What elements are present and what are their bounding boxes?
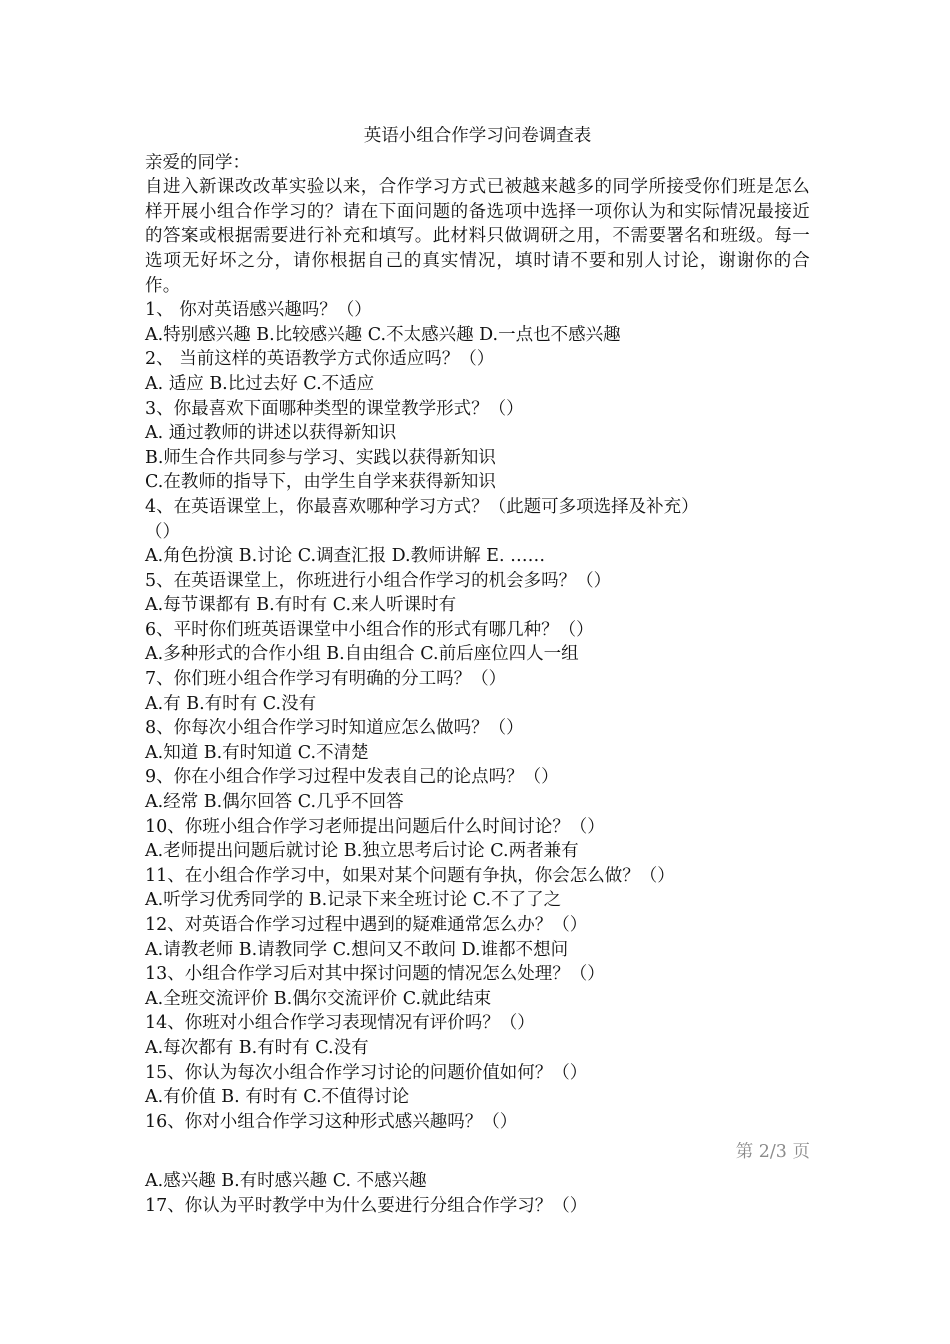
question-line: 4、在英语课堂上，你最喜欢哪种学习方式？（此题可多项选择及补充）	[145, 496, 699, 517]
question-line: A. 通过教师的讲述以获得新知识	[145, 423, 397, 444]
document-page	[145, 124, 810, 1218]
question-line: A.每次都有 B.有时有 C.没有	[145, 1037, 369, 1058]
question-line: 2、 当前这样的英语教学方式你适应吗？（）	[145, 349, 495, 370]
question-line: 16、你对小组合作学习这种形式感兴趣吗？（）	[145, 1111, 518, 1132]
question-line: A.特别感兴趣 B.比较感兴趣 C.不太感兴趣 D.一点也不感兴趣	[145, 324, 621, 345]
question-line: 11、在小组合作学习中，如果对某个问题有争执，你会怎么做？（）	[145, 865, 675, 886]
question-list-continued	[145, 1169, 810, 1218]
question-line: 5、在英语课堂上，你班进行小组合作学习的机会多吗？（）	[145, 570, 612, 591]
question-line: A.角色扮演 B.讨论 C.调查汇报 D.教师讲解 E. ……	[145, 546, 546, 567]
question-line: A.有 B.有时有 C.没有	[145, 693, 317, 714]
question-line: A.知道 B.有时知道 C.不清楚	[145, 742, 369, 763]
question-list	[145, 298, 810, 1134]
question-line: 3、你最喜欢下面哪种类型的课堂教学形式？（）	[145, 398, 524, 419]
question-line: A. 适应 B.比过去好 C.不适应	[145, 373, 375, 394]
question-line: 15、你认为每次小组合作学习讨论的问题价值如何？（）	[145, 1062, 588, 1083]
question-line: A.每节课都有 B.有时有 C.来人听课时有	[145, 595, 457, 616]
question-line: 8、你每次小组合作学习时知道应怎么做吗？（）	[145, 718, 524, 739]
question-line: 7、你们班小组合作学习有明确的分工吗？（）	[145, 669, 507, 690]
question-line: A.老师提出问题后就讨论 B.独立思考后讨论 C.两者兼有	[145, 841, 579, 862]
question-line: A.请教老师 B.请教同学 C.想问又不敢问 D.谁都不想问	[145, 939, 569, 960]
question-line: A.经常 B.偶尔回答 C.几乎不回答	[145, 792, 404, 813]
question-line: A.有价值 B. 有时有 C.不值得讨论	[145, 1087, 410, 1108]
question-line: （）	[145, 521, 180, 542]
question-line: A.全班交流评价 B.偶尔交流评价 C.就此结束	[145, 988, 492, 1009]
question-line: 17、你认为平时教学中为什么要进行分组合作学习？（）	[145, 1195, 588, 1216]
question-line: C.在教师的指导下，由学生自学来获得新知识	[145, 472, 496, 493]
question-line: A.听学习优秀同学的 B.记录下来全班讨论 C.不了了之	[145, 890, 562, 911]
question-line: A.感兴趣 B.有时感兴趣 C. 不感兴趣	[145, 1170, 427, 1191]
page-number: 第 2/3 页	[735, 1142, 810, 1163]
intro-paragraph: 自进入新课改改革实验以来，合作学习方式已被越来越多的同学所接受你们班是怎么样开展小组合作学习的？请在下面问题的备选项中选择一项你认为和实际情况最接近的答案或根据需要进行补充和填写。此材料只做调研之用，不需要署名和班级。每一选项无好坏之分，请你根据自己的真实情况，填时请不要和别人讨论，谢谢你的合作。	[145, 177, 810, 296]
document-title: 英语小组合作学习问卷调查表	[363, 126, 592, 146]
greeting: 亲爱的同学：	[145, 152, 250, 173]
question-line: B.师生合作共同参与学习、实践以获得新知识	[145, 447, 496, 468]
question-line: 9、你在小组合作学习过程中发表自己的论点吗？（）	[145, 767, 559, 788]
question-line: 1、 你对英语感兴趣吗？（）	[145, 300, 372, 321]
question-line: 6、平时你们班英语课堂中小组合作的形式有哪几种？（）	[145, 619, 594, 640]
question-line: 13、小组合作学习后对其中探讨问题的情况怎么处理？（）	[145, 964, 605, 985]
question-line: 12、对英语合作学习过程中遇到的疑难通常怎么办？（）	[145, 915, 588, 935]
question-line: 14、你班对小组合作学习表现情况有评价吗？（）	[145, 1013, 535, 1034]
question-line: 10、你班小组合作学习老师提出问题后什么时间讨论？（）	[145, 816, 605, 837]
question-line: A.多种形式的合作小组 B.自由组合 C.前后座位四人一组	[145, 644, 579, 665]
